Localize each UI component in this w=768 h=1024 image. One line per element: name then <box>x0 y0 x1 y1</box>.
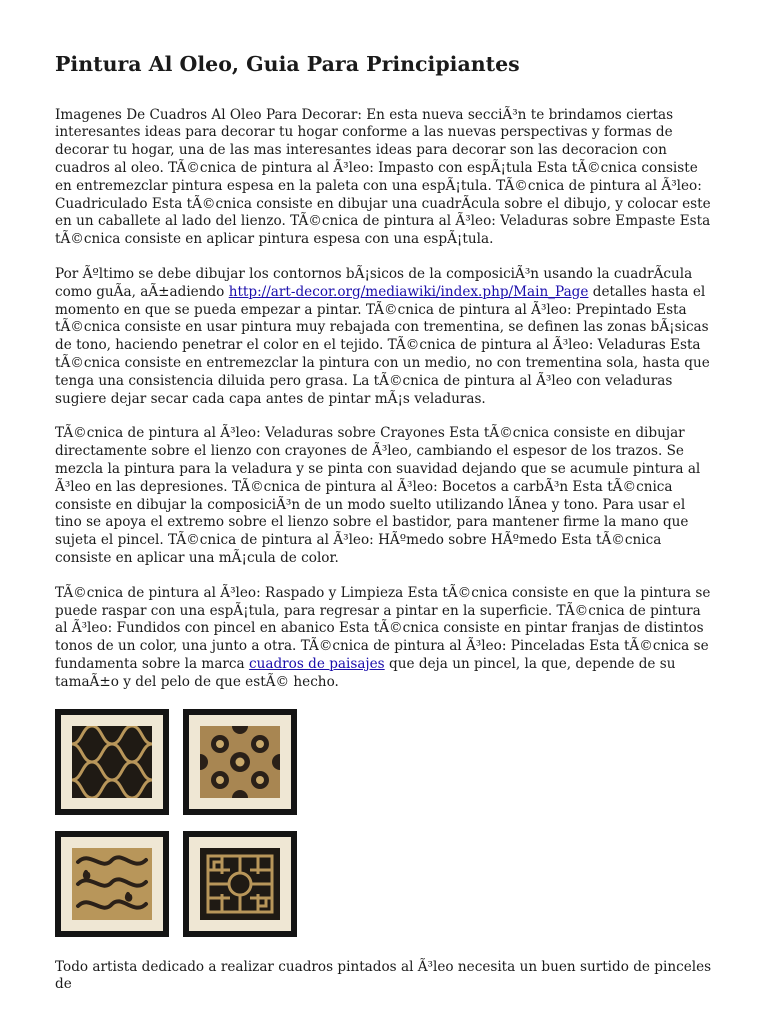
frame-moroccan-lattice <box>55 709 169 815</box>
paragraph-2-text-b: detalles hasta el momento en que se pueda empezar a pintar. TÃ©cnica de pintura al Ã³leo: Prepintado Esta tÃ©cnica consiste en usar pintura muy rebajada con trementina, se definen las zonas bÃ¡sicas de tono, haciendo penetrar el color en el tejido. TÃ©cnica de pintura al Ã³leo: Veladuras Esta tÃ©cnica consiste en entremezclar la pintura con un medio, no con trementina sola, hasta que tenga una consistencia diluida pero grasa. La tÃ©cnica de pintura al Ã³leo con veladuras sugiere dejar secar cada capa antes de pintar mÃ¡s veladuras. <box>55 283 710 407</box>
frame-geometric-medallion <box>183 709 297 815</box>
framed-art-gallery <box>55 709 305 941</box>
mat <box>189 715 291 809</box>
chinese-lattice-art <box>200 848 280 920</box>
paragraph-2 <box>55 266 715 408</box>
scroll-ornament-art <box>72 848 152 920</box>
paragraph-3: TÃ©cnica de pintura al Ã³leo: Veladuras sobre Crayones Esta tÃ©cnica consiste en dibujar directamente sobre el lienzo con crayones de Ã³leo, cambiando el espesor de los trazos. Se mezcla la pintura para la veladura y se pinta con suavidad dejando que se acumule pintura al Ã³leo en las depresiones. TÃ©cnica de pintura al Ã³leo: Bocetos a carbÃ³n Esta tÃ©cnica consiste en dibujar la composiciÃ³n de un modo suelto utilizando lÃnea y tono. Para usar el tino se apoya el extremo sobre el lienzo sobre el bastidor, para mantener firme la mano que sujeta el pincel. TÃ©cnica de pintura al Ã³leo: HÃºmedo sobre HÃºmedo Esta tÃ©cnica consiste en aplicar una mÃ¡cula de color. <box>55 425 701 566</box>
page-title: Pintura Al Oleo, Guia Para Principiantes <box>55 52 520 76</box>
moroccan-lattice-art <box>72 726 152 798</box>
paragraph-4-text-a: TÃ©cnica de pintura al Ã³leo: Raspado y Limpieza Esta tÃ©cnica consiste en que la pintura se puede raspar con una espÃ¡tula, para regresar a pintar en la superficie. TÃ©cnica de pintura al Ã³leo: Fundidos con pincel en abanico Esta tÃ©cnica consiste en pintar franjas de distintos tonos de un color, una junto a otra. TÃ©cnica de pintura al Ã³leo: Pinceladas Esta tÃ©cnica se fundamenta sobre la marca <box>55 584 711 672</box>
paragraph-4-text-b: que deja un pincel, la que, depende de su tamaÃ±o y del pelo de que estÃ© hecho. <box>55 655 676 690</box>
paragraph-4 <box>55 585 715 692</box>
mat <box>189 837 291 931</box>
paragraph-2-text-a: Por Ãºltimo se debe dibujar los contornos bÃ¡sicos de la composiciÃ³n usando la cuadrÃcula como guÃa, aÃ±adiendo <box>55 265 693 300</box>
cuadros-de-paisajes-link[interactable]: cuadros de paisajes <box>248 655 385 672</box>
frame-chinese-lattice <box>183 831 297 937</box>
geometric-medallion-art <box>200 726 280 798</box>
frame-scroll-ornament <box>55 831 169 937</box>
mat <box>61 837 163 931</box>
paragraph-5: Todo artista dedicado a realizar cuadros pintados al Ã³leo necesita un buen surtido de pinceles de <box>55 958 712 993</box>
document-page <box>55 52 715 1011</box>
mat <box>61 715 163 809</box>
paragraph-1: Imagenes De Cuadros Al Oleo Para Decorar: En esta nueva secciÃ³n te brindamos ciertas interesantes ideas para decorar tu hogar conforme a las nuevas perspectivas y formas de decorar tu hogar, una de las mas interesantes ideas para decorar son las decoracion con cuadros al oleo. TÃ©cnica de pintura al Ã³leo: Impasto con espÃ¡tula Esta tÃ©cnica consiste en entremezclar pintura espesa en la paleta con una espÃ¡tula. TÃ©cnica de pintura al Ã³leo: Cuadriculado Esta tÃ©cnica consiste en dibujar una cuadrÃcula sobre el dibujo, y colocar este en un caballete al lado del lienzo. TÃ©cnica de pintura al Ã³leo: Veladuras sobre Empaste Esta tÃ©cnica consiste en aplicar pintura espesa con una espÃ¡tula. <box>55 106 711 248</box>
art-decor-link[interactable]: http://art-decor.org/mediawiki/index.php/Main_Page <box>228 283 589 300</box>
